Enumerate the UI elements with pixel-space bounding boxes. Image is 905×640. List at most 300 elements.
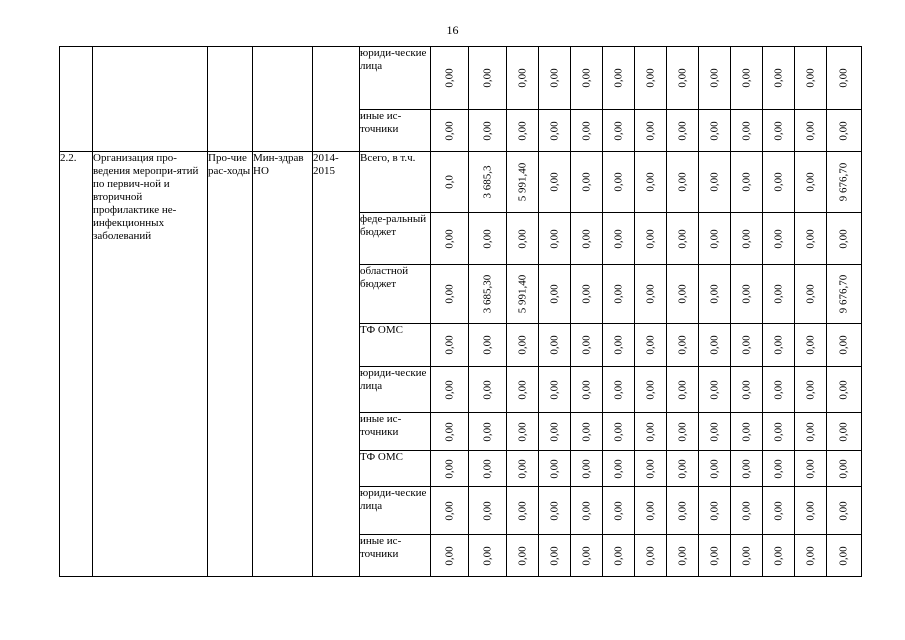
value-cell [667, 413, 699, 451]
funding-source-cell [360, 47, 431, 110]
expense-category-cell [208, 152, 253, 577]
amount-value: 3 685,30 [481, 274, 493, 314]
amount-value: 0,00 [676, 284, 688, 304]
value-cell [571, 413, 603, 451]
amount-value: 0,00 [740, 335, 752, 355]
amount-value: 0,00 [481, 500, 493, 521]
value-cell [731, 367, 763, 413]
value-cell [539, 324, 571, 367]
expense-category: Про-чие рас-ходы [208, 152, 251, 177]
amount-value: 0,00 [443, 545, 455, 566]
amount-value: 0,00 [548, 228, 560, 249]
amount-value: 0,00 [443, 228, 455, 249]
amount-value: 0,00 [804, 458, 816, 479]
amount-value: 0,00 [548, 458, 560, 479]
value-cell [827, 413, 862, 451]
value-cell [763, 413, 795, 451]
amount-value: 0,00 [804, 284, 816, 304]
amount-value: 0,00 [837, 458, 850, 479]
amount-value: 0,00 [443, 379, 455, 400]
value-cell [469, 535, 507, 577]
amount-value: 0,00 [612, 68, 624, 88]
funding-source-cell [360, 152, 431, 213]
value-cell [667, 535, 699, 577]
amount-value: 0,00 [481, 458, 493, 479]
amount-value: 0,00 [740, 228, 752, 249]
value-cell [827, 324, 862, 367]
amount-value: 0,00 [772, 335, 784, 355]
amount-value: 0,00 [516, 120, 528, 141]
value-cell [603, 47, 635, 110]
funding-source-cell [360, 110, 431, 152]
value-cell [635, 535, 667, 577]
funding-source-cell [360, 213, 431, 265]
amount-value: 0,00 [837, 379, 850, 400]
funding-source-cell [360, 413, 431, 451]
amount-value: 0,00 [580, 68, 592, 88]
value-cell [635, 367, 667, 413]
value-cell [603, 451, 635, 487]
amount-value: 0,00 [516, 545, 528, 566]
amount-value: 0,00 [516, 228, 528, 249]
amount-value: 0,00 [516, 335, 528, 355]
value-cell [795, 413, 827, 451]
funding-source: ТФ ОМС [360, 451, 403, 463]
empty-cell [60, 47, 93, 152]
value-cell [667, 367, 699, 413]
value-cell [795, 535, 827, 577]
amount-value: 0,00 [644, 421, 656, 442]
amount-value: 0,00 [516, 68, 528, 88]
value-cell [469, 324, 507, 367]
amount-value: 0,00 [804, 379, 816, 400]
amount-value: 0,00 [740, 172, 752, 192]
amount-value: 0,00 [772, 458, 784, 479]
amount-value: 0,00 [804, 228, 816, 249]
value-cell [699, 152, 731, 213]
value-cell [539, 535, 571, 577]
amount-value: 0,00 [612, 379, 624, 400]
value-cell [635, 324, 667, 367]
funding-source: юриди-ческие лица [360, 487, 427, 512]
amount-value: 3 685,3 [481, 165, 493, 199]
funding-source-cell [360, 535, 431, 577]
period: 2014-2015 [313, 152, 339, 177]
amount-value: 0,00 [612, 458, 624, 479]
amount-value: 0,00 [676, 228, 688, 249]
value-cell [667, 213, 699, 265]
funding-source-cell [360, 451, 431, 487]
value-cell [507, 535, 539, 577]
value-cell [795, 213, 827, 265]
amount-value: 0,00 [708, 68, 720, 88]
value-cell [827, 152, 862, 213]
amount-value: 0,00 [837, 335, 850, 355]
funding-source: иные ис-точники [360, 535, 402, 560]
amount-value: 0,00 [612, 284, 624, 304]
value-cell [699, 213, 731, 265]
value-cell [763, 47, 795, 110]
value-cell [635, 213, 667, 265]
value-cell [635, 47, 667, 110]
value-cell [827, 213, 862, 265]
amount-value: 0,00 [740, 421, 752, 442]
value-cell [603, 110, 635, 152]
value-cell [469, 451, 507, 487]
value-cell [731, 324, 763, 367]
value-cell [507, 487, 539, 535]
amount-value: 0,00 [443, 335, 455, 355]
amount-value: 0,00 [804, 545, 816, 566]
amount-value: 0,00 [740, 68, 752, 88]
value-cell [603, 367, 635, 413]
value-cell [571, 47, 603, 110]
amount-value: 0,00 [644, 458, 656, 479]
amount-value: 0,00 [548, 500, 560, 521]
amount-value: 0,0 [443, 175, 455, 189]
activity-name: Организация про-ведения меропри-ятий по первич-ной и вторичной профилактике не-инфекционных заболеваний [93, 152, 199, 242]
amount-value: 0,00 [837, 228, 850, 249]
value-cell [827, 487, 862, 535]
value-cell [603, 487, 635, 535]
value-cell [571, 367, 603, 413]
value-cell [795, 152, 827, 213]
amount-value: 0,00 [837, 421, 850, 442]
amount-value: 0,00 [443, 120, 455, 141]
amount-value: 0,00 [708, 458, 720, 479]
value-cell [795, 324, 827, 367]
amount-value: 0,00 [708, 120, 720, 141]
amount-value: 0,00 [676, 379, 688, 400]
amount-value: 0,00 [772, 284, 784, 304]
value-cell [603, 265, 635, 324]
value-cell [731, 451, 763, 487]
amount-value: 0,00 [443, 458, 455, 479]
value-cell [731, 265, 763, 324]
value-cell [431, 152, 469, 213]
value-cell [667, 324, 699, 367]
value-cell [539, 487, 571, 535]
value-cell [469, 487, 507, 535]
value-cell [571, 487, 603, 535]
value-cell [763, 487, 795, 535]
amount-value: 0,00 [676, 172, 688, 192]
amount-value: 0,00 [804, 500, 816, 521]
empty-cell [253, 47, 313, 152]
amount-value: 0,00 [676, 545, 688, 566]
amount-value: 0,00 [644, 228, 656, 249]
value-cell [571, 213, 603, 265]
amount-value: 0,00 [644, 500, 656, 521]
value-cell [795, 487, 827, 535]
value-cell [763, 213, 795, 265]
value-cell [635, 265, 667, 324]
amount-value: 0,00 [548, 172, 560, 192]
amount-value: 0,00 [580, 335, 592, 355]
amount-value: 0,00 [676, 458, 688, 479]
value-cell [763, 152, 795, 213]
value-cell [507, 451, 539, 487]
amount-value: 0,00 [740, 545, 752, 566]
value-cell [667, 152, 699, 213]
amount-value: 0,00 [443, 284, 455, 304]
value-cell [795, 367, 827, 413]
amount-value: 0,00 [580, 284, 592, 304]
value-cell [431, 47, 469, 110]
amount-value: 0,00 [772, 379, 784, 400]
amount-value: 0,00 [516, 458, 528, 479]
amount-value: 0,00 [740, 500, 752, 521]
amount-value: 5 991,40 [516, 162, 528, 202]
value-cell [603, 413, 635, 451]
value-cell [469, 265, 507, 324]
amount-value: 0,00 [481, 545, 493, 566]
amount-value: 0,00 [837, 545, 850, 566]
amount-value: 0,00 [580, 545, 592, 566]
amount-value: 0,00 [580, 458, 592, 479]
amount-value: 0,00 [708, 379, 720, 400]
amount-value: 0,00 [612, 421, 624, 442]
value-cell [507, 110, 539, 152]
activity-name-cell [93, 152, 208, 577]
value-cell [795, 265, 827, 324]
value-cell [507, 367, 539, 413]
value-cell [699, 367, 731, 413]
value-cell [571, 265, 603, 324]
amount-value: 0,00 [740, 284, 752, 304]
value-cell [699, 110, 731, 152]
amount-value: 0,00 [837, 68, 850, 88]
value-cell [539, 413, 571, 451]
amount-value: 0,00 [443, 421, 455, 442]
value-cell [699, 413, 731, 451]
value-cell [539, 451, 571, 487]
amount-value: 0,00 [644, 379, 656, 400]
amount-value: 0,00 [481, 68, 493, 88]
value-cell [827, 47, 862, 110]
amount-value: 0,00 [804, 172, 816, 192]
amount-value: 0,00 [580, 500, 592, 521]
amount-value: 0,00 [580, 120, 592, 141]
value-cell [635, 451, 667, 487]
amount-value: 0,00 [772, 120, 784, 141]
amount-value: 0,00 [676, 120, 688, 141]
amount-value: 0,00 [580, 228, 592, 249]
value-cell [731, 487, 763, 535]
value-cell [731, 110, 763, 152]
amount-value: 0,00 [481, 120, 493, 141]
executor: Мин-здрав НО [253, 152, 304, 177]
value-cell [795, 451, 827, 487]
amount-value: 0,00 [708, 335, 720, 355]
funding-source: юриди-ческие лица [360, 367, 427, 392]
amount-value: 0,00 [676, 335, 688, 355]
value-cell [507, 324, 539, 367]
value-cell [507, 47, 539, 110]
value-cell [603, 213, 635, 265]
value-cell [635, 152, 667, 213]
value-cell [827, 535, 862, 577]
amount-value: 0,00 [708, 421, 720, 442]
value-cell [763, 265, 795, 324]
amount-value: 9 676,70 [837, 162, 850, 202]
value-cell [431, 451, 469, 487]
value-cell [507, 152, 539, 213]
amount-value: 0,00 [740, 458, 752, 479]
value-cell [699, 535, 731, 577]
value-cell [731, 213, 763, 265]
amount-value: 5 991,40 [516, 274, 528, 314]
amount-value: 0,00 [548, 68, 560, 88]
amount-value: 0,00 [804, 68, 816, 88]
value-cell [763, 367, 795, 413]
amount-value: 0,00 [580, 172, 592, 192]
amount-value: 0,00 [708, 545, 720, 566]
value-cell [431, 213, 469, 265]
amount-value: 0,00 [612, 545, 624, 566]
value-cell [507, 413, 539, 451]
table-row [60, 152, 862, 213]
value-cell [603, 152, 635, 213]
amount-value: 0,00 [580, 421, 592, 442]
amount-value: 0,00 [772, 545, 784, 566]
amount-value: 0,00 [612, 120, 624, 141]
value-cell [571, 324, 603, 367]
value-cell [827, 265, 862, 324]
value-cell [763, 451, 795, 487]
amount-value: 0,00 [804, 335, 816, 355]
budget-table [59, 46, 862, 577]
amount-value: 0,00 [837, 120, 850, 141]
value-cell [431, 487, 469, 535]
amount-value: 0,00 [676, 500, 688, 521]
value-cell [539, 265, 571, 324]
amount-value: 0,00 [644, 172, 656, 192]
value-cell [469, 367, 507, 413]
funding-source-cell [360, 487, 431, 535]
amount-value: 0,00 [740, 379, 752, 400]
funding-source: иные ис-точники [360, 110, 402, 135]
value-cell [827, 110, 862, 152]
value-cell [635, 110, 667, 152]
amount-value: 0,00 [772, 421, 784, 442]
value-cell [603, 324, 635, 367]
amount-value: 0,00 [708, 172, 720, 192]
amount-value: 0,00 [548, 335, 560, 355]
amount-value: 0,00 [548, 379, 560, 400]
value-cell [699, 265, 731, 324]
funding-source-cell [360, 324, 431, 367]
row-number-cell [60, 152, 93, 577]
value-cell [571, 152, 603, 213]
amount-value: 0,00 [516, 421, 528, 442]
amount-value: 0,00 [708, 500, 720, 521]
value-cell [667, 110, 699, 152]
value-cell [731, 535, 763, 577]
amount-value: 0,00 [612, 172, 624, 192]
value-cell [827, 451, 862, 487]
value-cell [731, 152, 763, 213]
empty-cell [93, 47, 208, 152]
funding-source: областной бюджет [360, 265, 409, 290]
value-cell [469, 47, 507, 110]
value-cell [571, 451, 603, 487]
amount-value: 0,00 [644, 545, 656, 566]
amount-value: 9 676,70 [837, 274, 850, 314]
amount-value: 0,00 [548, 545, 560, 566]
amount-value: 0,00 [708, 284, 720, 304]
row-number: 2.2. [60, 152, 77, 164]
value-cell [431, 265, 469, 324]
funding-source: иные ис-точники [360, 413, 402, 438]
funding-source: ТФ ОМС [360, 324, 403, 336]
amount-value: 0,00 [580, 379, 592, 400]
amount-value: 0,00 [772, 172, 784, 192]
value-cell [431, 110, 469, 152]
value-cell [763, 110, 795, 152]
amount-value: 0,00 [644, 284, 656, 304]
value-cell [539, 213, 571, 265]
value-cell [507, 213, 539, 265]
amount-value: 0,00 [804, 120, 816, 141]
value-cell [431, 535, 469, 577]
value-cell [827, 367, 862, 413]
value-cell [699, 487, 731, 535]
page-number: 16 [446, 23, 459, 37]
value-cell [431, 367, 469, 413]
value-cell [667, 265, 699, 324]
value-cell [667, 451, 699, 487]
amount-value: 0,00 [548, 421, 560, 442]
funding-source-cell [360, 265, 431, 324]
value-cell [731, 413, 763, 451]
value-cell [635, 487, 667, 535]
value-cell [431, 413, 469, 451]
amount-value: 0,00 [443, 68, 455, 88]
value-cell [539, 152, 571, 213]
funding-source: Всего, в т.ч. [360, 152, 416, 164]
value-cell [469, 413, 507, 451]
value-cell [731, 47, 763, 110]
empty-cell [313, 47, 360, 152]
value-cell [469, 152, 507, 213]
value-cell [699, 324, 731, 367]
amount-value: 0,00 [804, 421, 816, 442]
value-cell [539, 367, 571, 413]
value-cell [507, 265, 539, 324]
funding-source: феде-ральный бюджет [360, 213, 427, 238]
value-cell [667, 47, 699, 110]
value-cell [699, 47, 731, 110]
value-cell [667, 487, 699, 535]
value-cell [795, 47, 827, 110]
amount-value: 0,00 [772, 228, 784, 249]
amount-value: 0,00 [612, 228, 624, 249]
executor-cell [253, 152, 313, 577]
amount-value: 0,00 [481, 421, 493, 442]
value-cell [431, 324, 469, 367]
amount-value: 0,00 [612, 500, 624, 521]
amount-value: 0,00 [676, 421, 688, 442]
value-cell [571, 110, 603, 152]
amount-value: 0,00 [708, 228, 720, 249]
value-cell [635, 413, 667, 451]
amount-value: 0,00 [481, 379, 493, 400]
amount-value: 0,00 [772, 500, 784, 521]
amount-value: 0,00 [612, 335, 624, 355]
empty-cell [208, 47, 253, 152]
amount-value: 0,00 [481, 335, 493, 355]
